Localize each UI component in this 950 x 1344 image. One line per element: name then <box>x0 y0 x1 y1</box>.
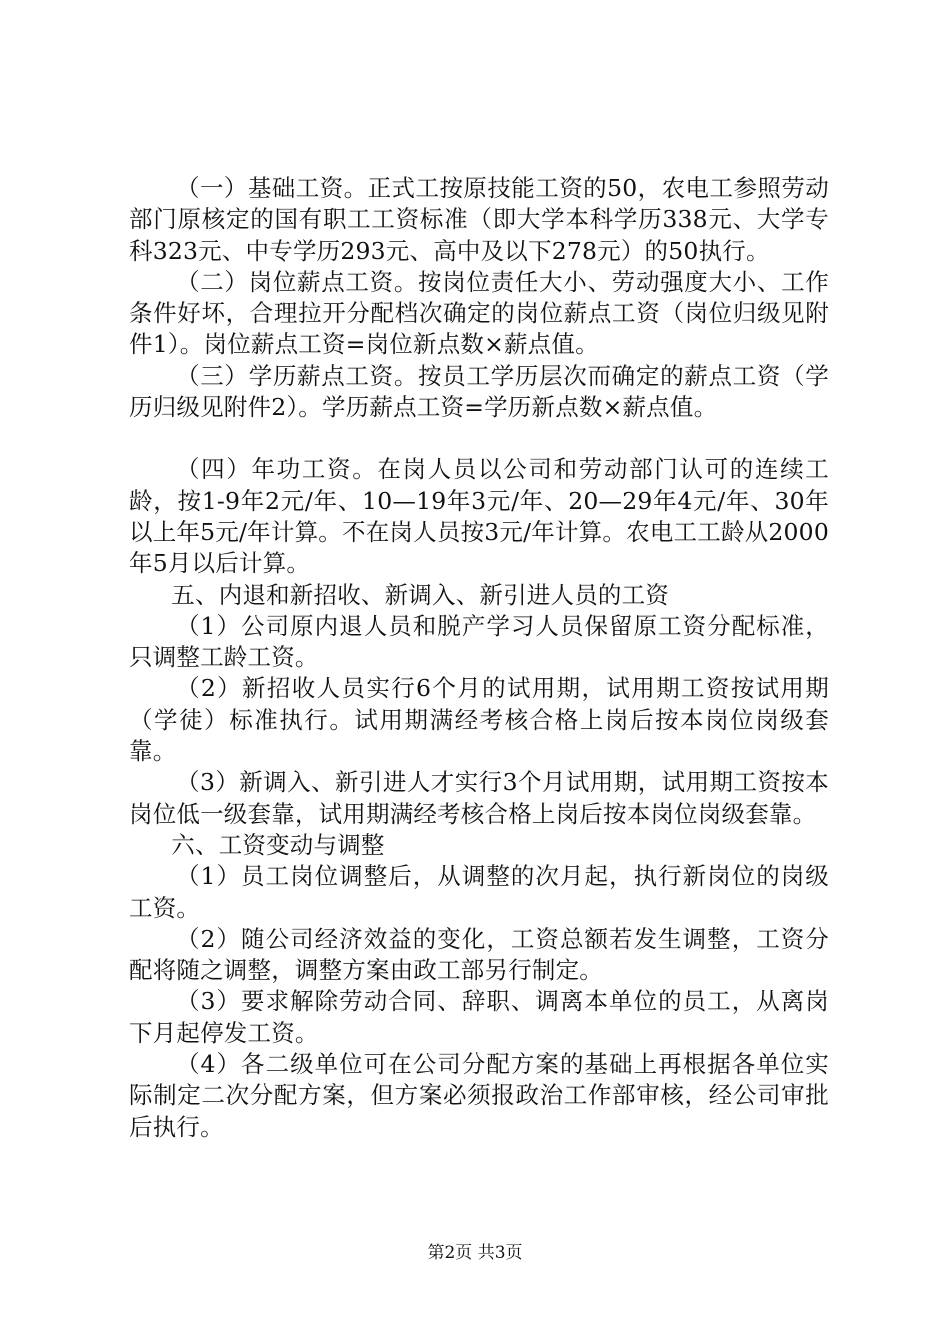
paragraph-transfers: （3）新调入、新引进人才实行3个月试用期，试用期工资按本岗位低一级套靠，试用期满经考核合格上岗后按本岗位岗级套靠。 <box>129 768 829 828</box>
paragraph-retired-staff: （1）公司原内退人员和脱产学习人员保留原工资分配标准，只调整工龄工资。 <box>129 611 829 672</box>
paragraph-education-points-wage: （三）学历薪点工资。按员工学历层次而确定的薪点工资（学历归级见附件2）。学历薪点工资=学历新点数×薪点值。 <box>129 361 829 422</box>
paragraph-total-adjustment: （2）随公司经济效益的变化，工资总额若发生调整，工资分配将随之调整，调整方案由政工部另行制定。 <box>129 924 829 985</box>
paragraph-seniority-wage: （四）年功工资。在岗人员以公司和劳动部门认可的连续工龄，按1-9年2元/年、10—19年3元/年、20—29年4元/年、30年以上年5元/年计算。不在岗人员按3元/年计算。农电工工龄从2000年5月以后计算。 <box>129 455 829 578</box>
paragraph-basic-wage: （一）基础工资。正式工按原技能工资的50，农电工参照劳动部门原核定的国有职工工资标准（即大学本科学历338元、大学专科323元、中专学历293元、高中及以下278元）的50执行。 <box>129 174 829 265</box>
page-number-footer: 第2页 共3页 <box>427 1243 523 1263</box>
paragraph-resignation: （3）要求解除劳动合同、辞职、调离本单位的员工，从离岗下月起停发工资。 <box>129 987 829 1047</box>
section-heading-wage-adjustment: 六、工资变动与调整 <box>171 830 385 859</box>
paragraph-new-recruits: （2）新招收人员实行6个月的试用期，试用期工资按试用期（学徒）标准执行。试用期满经考核合格上岗后按本岗位岗级套靠。 <box>129 674 829 766</box>
paragraph-secondary-distribution: （4）各二级单位可在公司分配方案的基础上再根据各单位实际制定二次分配方案，但方案必须报政治工作部审核，经公司审批后执行。 <box>129 1050 829 1141</box>
section-heading-new-staff-wage: 五、内退和新招收、新调入、新引进人员的工资 <box>171 580 669 609</box>
document-body <box>129 173 829 1143</box>
paragraph-post-points-wage: （二）岗位薪点工资。按岗位责任大小、劳动强度大小、工作条件好坏，合理拉开分配档次确定的岗位薪点工资（岗位归级见附件1）。岗位薪点工资=岗位新点数×薪点值。 <box>129 267 829 359</box>
paragraph-post-change: （1）员工岗位调整后，从调整的次月起，执行新岗位的岗级工资。 <box>129 862 829 922</box>
